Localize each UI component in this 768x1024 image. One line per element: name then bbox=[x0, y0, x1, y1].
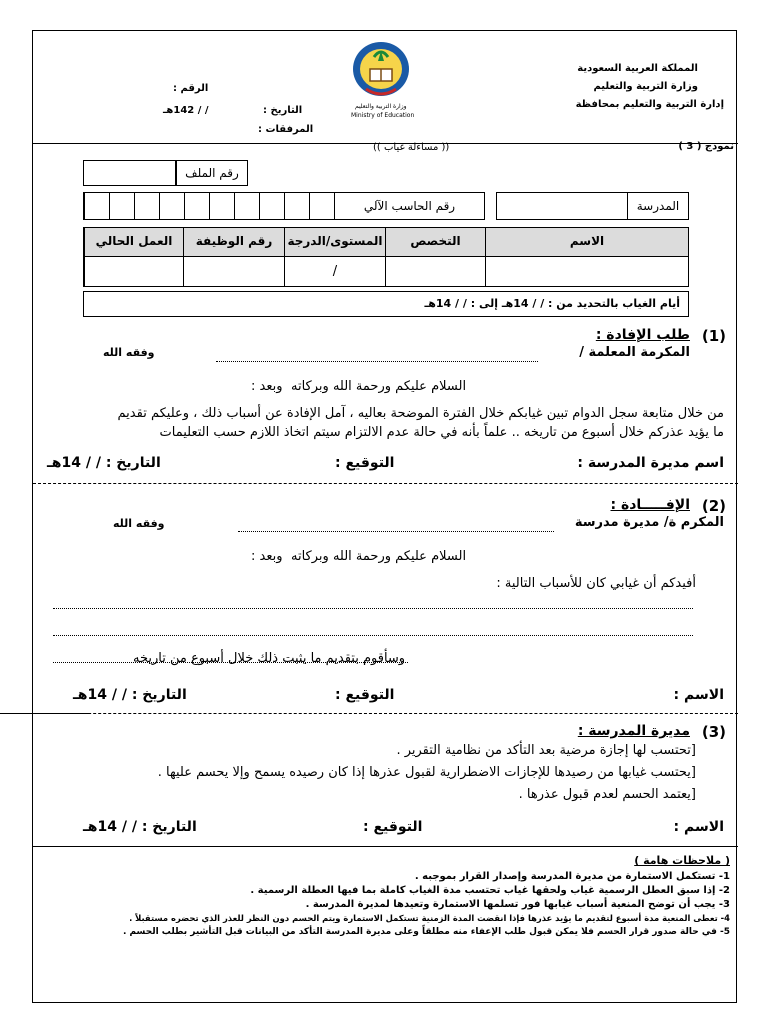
file-number-field[interactable] bbox=[83, 160, 176, 186]
school-field[interactable] bbox=[497, 193, 627, 219]
header-ministry: وزارة التربية والتعليم bbox=[593, 81, 698, 92]
section3-option-2[interactable] bbox=[158, 765, 696, 780]
option-text: تحتسب لها إجازة مرضية بعد التأكد من نظامية التقرير . bbox=[396, 743, 691, 758]
section1-signature-label: التوقيع : bbox=[335, 455, 395, 471]
note-item: 2- إذا سبق العطل الرسمية غياب ولحقها غياب تحتسب مدة الغياب كاملة بما فيها العطلة الرسمية . bbox=[250, 885, 730, 896]
logo-arabic-text: وزارة التربية والتعليم bbox=[355, 103, 407, 110]
school-label-cell bbox=[627, 193, 688, 219]
digit-box[interactable] bbox=[84, 193, 109, 219]
digit-box[interactable] bbox=[109, 193, 134, 219]
level-field[interactable]: / bbox=[284, 257, 385, 287]
school-label: المدرسة bbox=[636, 199, 680, 213]
digit-box[interactable] bbox=[134, 193, 159, 219]
section2-signature-label: التوقيع : bbox=[335, 687, 395, 703]
table-header-row bbox=[84, 228, 688, 257]
section2-name-label: الاسم : bbox=[673, 687, 724, 703]
absence-row bbox=[83, 291, 689, 317]
option-bracket: [ bbox=[690, 765, 696, 780]
model-label: نموذج ( 3 ) bbox=[678, 141, 734, 152]
digit-box[interactable] bbox=[284, 193, 309, 219]
section1-name-label: اسم مديرة المدرسة : bbox=[577, 455, 724, 471]
header-country: المملكة العربية السعودية bbox=[577, 63, 698, 74]
section1-greeting: السلام عليكم ورحمة الله وبركاته bbox=[291, 379, 467, 394]
section-separator bbox=[33, 713, 738, 714]
note-item: 3- يجب أن توضح المنعية أسباب غيابها فور تسلمها الاستمارة وتعيدها لمديرة المدرسة . bbox=[305, 899, 730, 910]
section2-date-label: التاريخ : / / 14هـ bbox=[73, 687, 187, 703]
section2-number: (2) bbox=[701, 497, 726, 515]
section3-signature-label: التوقيع : bbox=[363, 819, 423, 835]
section2-title: الإفـــــادة : bbox=[610, 497, 690, 513]
ministry-logo-icon bbox=[348, 39, 414, 99]
specialty-field[interactable] bbox=[385, 257, 485, 287]
school-row bbox=[496, 192, 689, 220]
name-field[interactable] bbox=[485, 257, 688, 287]
subject-label: (( مساءلة غياب )) bbox=[373, 142, 450, 153]
section2-addressee-line[interactable] bbox=[238, 531, 554, 532]
employee-table bbox=[83, 227, 689, 287]
section-separator bbox=[33, 483, 738, 484]
digit-box[interactable] bbox=[184, 193, 209, 219]
margin-line bbox=[0, 713, 90, 714]
section2-reasons: أفيدكم أن غيابي كان للأسباب التالية : bbox=[496, 576, 696, 591]
computer-number-label-cell bbox=[334, 193, 484, 219]
logo-english-text: Ministry of Education bbox=[351, 112, 415, 119]
number-label: الرقم : bbox=[173, 83, 209, 94]
date-label: التاريخ : bbox=[263, 105, 303, 116]
section1-after: وبعد : bbox=[251, 379, 283, 394]
reason-line[interactable] bbox=[53, 608, 693, 609]
section1-addressee: المكرمة المعلمة / bbox=[579, 345, 690, 360]
section2-promise: وسأقوم بتقديم ما يثبت ذلك خلال أسبوع من تاريخه bbox=[133, 651, 406, 666]
section1-title: طلب الإفادة : bbox=[595, 327, 690, 343]
digit-box[interactable] bbox=[259, 193, 284, 219]
absence-line: أيام الغياب بالتحديد من : / / 14هـ إلى : / / 14هـ bbox=[424, 297, 680, 310]
note-item: 1- تستكمل الاستمارة من مديرة المدرسة وإصدار القرار بموجبه . bbox=[414, 871, 730, 882]
file-number-label: رقم الملف bbox=[185, 166, 239, 180]
col-job-number: رقم الوظيفة bbox=[183, 228, 284, 256]
file-number-label-cell bbox=[176, 160, 248, 186]
digit-box[interactable] bbox=[309, 193, 334, 219]
col-name: الاسم bbox=[485, 228, 688, 256]
section3-number: (3) bbox=[701, 723, 726, 741]
section3-date-label: التاريخ : / / 14هـ bbox=[83, 819, 197, 835]
option-text: يعتمد الحسم لعدم قبول عذرها . bbox=[518, 787, 691, 802]
reason-line[interactable] bbox=[53, 635, 693, 636]
col-current-work: العمل الحالي bbox=[84, 228, 183, 256]
section1-body2: ما يؤيد عذركم خلال أسبوع من تاريخه .. علماً بأنه في حالة عدم الالتزام سيتم اتخاذ اللازم حسب التعليمات bbox=[159, 425, 724, 440]
option-bracket: [ bbox=[690, 787, 696, 802]
col-specialty: التخصص bbox=[385, 228, 485, 256]
note-item: 5- في حالة صدور قرار الحسم فلا يمكن قبول طلب الإعفاء منه مطلقاً وعلى مديرة المدرسة التأكد من البيانات قبل التأشير بطلب الحسم . bbox=[122, 927, 730, 937]
digit-box[interactable] bbox=[234, 193, 259, 219]
section1-blessing: وفقه الله bbox=[103, 346, 155, 359]
section2-after: وبعد : bbox=[251, 549, 283, 564]
digit-box[interactable] bbox=[159, 193, 184, 219]
section3-option-1[interactable] bbox=[396, 743, 696, 758]
header-department: إدارة التربية والتعليم بمحافظة bbox=[575, 99, 724, 110]
current-work-field[interactable] bbox=[84, 257, 183, 287]
form-page bbox=[32, 30, 737, 1003]
section2-greeting: السلام عليكم ورحمة الله وبركاته bbox=[291, 549, 467, 564]
date-value: / / 142هـ bbox=[163, 105, 209, 116]
computer-number-label: رقم الحاسب الآلي bbox=[363, 199, 456, 213]
section2-addressee: المكرم ة/ مديرة مدرسة bbox=[574, 515, 724, 530]
section1-date-label: التاريخ : / / 14هـ bbox=[47, 455, 161, 471]
note-item: 4- تعطى المنعية مدة أسبوع لتقديم ما يؤيد عذرها فإذا انقضت المدة الزمنية تستكمل الاستمارة ويتم الحسم دون النظر للعذر الذي تحضره مستقبلاً . bbox=[129, 913, 730, 923]
section1-addressee-line[interactable] bbox=[216, 361, 538, 362]
digit-box[interactable] bbox=[209, 193, 234, 219]
job-number-field[interactable] bbox=[183, 257, 284, 287]
notes-title: ( ملاحظات هامة ) bbox=[634, 854, 730, 867]
section3-title: مديرة المدرسة : bbox=[577, 723, 690, 739]
section2-blessing: وفقه الله bbox=[113, 517, 165, 530]
section3-name-label: الاسم : bbox=[673, 819, 724, 835]
option-text: يحتسب غيابها من رصيدها للإجازات الاضطرارية لقبول عذرها إذا كان رصيده يسمح وإلا يحسم عليها . bbox=[157, 765, 691, 780]
table-data-row bbox=[84, 257, 688, 287]
attachments-label: المرفقات : bbox=[258, 124, 314, 135]
computer-number-row bbox=[83, 192, 485, 220]
notes-divider bbox=[33, 846, 738, 847]
section1-body1: من خلال متابعة سجل الدوام تبين غيابكم خلال الفترة الموضحة بعاليه ، آمل الإفادة عن أسباب ذلك ، وعليكم تقديم bbox=[117, 406, 724, 421]
section3-option-3[interactable] bbox=[519, 787, 696, 802]
option-bracket: [ bbox=[690, 743, 696, 758]
section1-number: (1) bbox=[701, 327, 726, 345]
col-level: المستوى/الدرجة bbox=[284, 228, 385, 256]
